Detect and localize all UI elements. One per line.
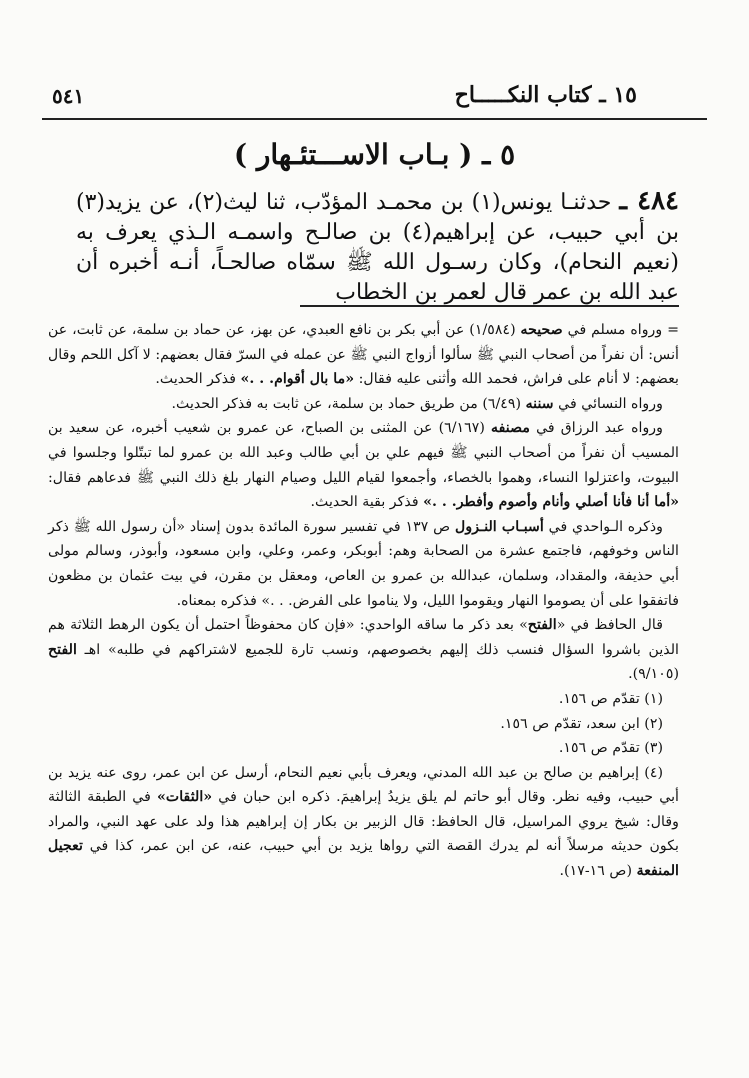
page-number: ٥٤١ — [52, 84, 85, 108]
note-paragraph: قال الحافظ في «الفتح» بعد ذكر ما ساقه الواحدي: «فإن كان محفوظاً احتمل أن يكون الرهط الثلاثة هم الذين باشروا السؤال فنسب ذلك إليهم بخصوصهم، ونسب تارة للجميع لاشتراكهم في طلبه» اهـ الفتح (٩/١٠٥). — [48, 617, 679, 683]
footnote-divider — [300, 305, 679, 307]
note-paragraph: = ورواه مسلم في صحيحه (١/٥٨٤) عن أبي بكر بن نافع العبدي، عن بهز، عن حماد بن سلمة، عن ثابت، عن أنس: أن نفراً من أصحاب النبي ﷺ سألوا أزواج النبي ﷺ عن عمله في السرّ فقال بعضهم: لا آكل اللحم وقال بعضهم: لا أنام على فراش، فحمد الله وأثنى عليه فقال: «ما بال أقوام. . .» فذكر الحديث. — [48, 322, 680, 388]
note-paragraph: وذكره الـواحدي في أسبـاب النـزول ص ١٣٧ في تفسير سورة المائدة بدون إسناد «أن رسول الله ﷺ ذكر الناس وخوفهم، فاجتمع عشرة من الصحابة وهم: أبوبكر، وعمر، وعلي، وابن مسعود، وأبوذر، وسالم مولى أبي حذيفة، والمقداد، وسلمان، عبدالله بن عمرو بن العاص، ومعقل بن مقرن، في بيت عثمان بن مظعون فاتفقوا على أن يصوموا النهار ويقوموا الليل، ولا يناموا على الفرض. . .» فذكره بمعناه. — [48, 518, 679, 609]
hadith-text — [76, 186, 679, 308]
hadith-body: حدثنـا يونس(١) بن محمـد المؤدّب، ثنا ليث(٢)، عن يزيد(٣) بن أبي حبيب، عن إبراهيم(٤) بن صالـح واسمـه الـذي يعرف به (نعيم النحام)، وكان رسـول الله ﷺ سمّاه صالحـاً، أنـه أخبره أن عبد الله بن عمر قال لعمر بن الخطاب — [76, 190, 679, 305]
footnote-3: (٣) تقدّم ص ١٥٦. — [558, 740, 663, 757]
note-paragraph: ورواه النسائي في سننه (٦/٤٩) من طريق حماد بن سلمة، عن ثابت به فذكر الحديث. — [171, 395, 663, 412]
book-section-title: ١٥ ـ كتاب النكـــــاح — [454, 82, 637, 108]
footnote-1: (١) تقدّم ص ١٥٦. — [558, 690, 663, 707]
hadith-number: ٤٨٤ ـ — [619, 186, 680, 216]
chapter-heading: ٥ ـ ( بـاب الاســـتئـهار ) — [233, 138, 516, 171]
running-header — [42, 78, 707, 120]
note-paragraph: ورواه عبد الرزاق في مصنفه (٦/١٦٧) عن المثنى بن الصباح، عن عمرو بن شعيب أخبره، عن سعيد بن المسيب أن نفراً من أصحاب النبي ﷺ فيهم علي بن أبي طالب وعبد الله بن عمرو لما تبتّلوا وجلسوا في البيوت، واعتزلوا النساء، وهموا بالخصاء، وأجمعوا لقيام الليل وصيام النهار بلغ ذلك النبي ﷺ فدعاهم فقال: «أما أنا فأنا أصلي وأنام وأصوم وأفطر. . .» فذكر بقية الحديث. — [48, 420, 679, 511]
footnote-4: (٤) إبراهيم بن صالح بن عبد الله المدني، ويعرف بأبي نعيم النحام، أرسل عن ابن عمر، روى عنه يزيد بن أبي حبيب، وفيه نظر. وقال أبو حاتم لم يلق يزيدُ إبراهيمَ. ذكره ابن حبان في «الثقات» في الطبقة الثالثة وقال: شيخ يروي المراسيل، قال الحافظ: قال الزبير بن بكار إن إبراهيم هذا ولد على عهد النبي، والمراد بكون حديثه مرسلاً أنه لم يدرك القصة التي رواها يزيد بن أبي حبيب، عنه، عن ابن عمر، كذا في تعجيل المنفعة (ص ١٦-١٧). — [48, 764, 679, 880]
footnotes-section — [48, 318, 679, 884]
footnote-2: (٢) ابن سعد، تقدّم ص ١٥٦. — [500, 715, 663, 732]
